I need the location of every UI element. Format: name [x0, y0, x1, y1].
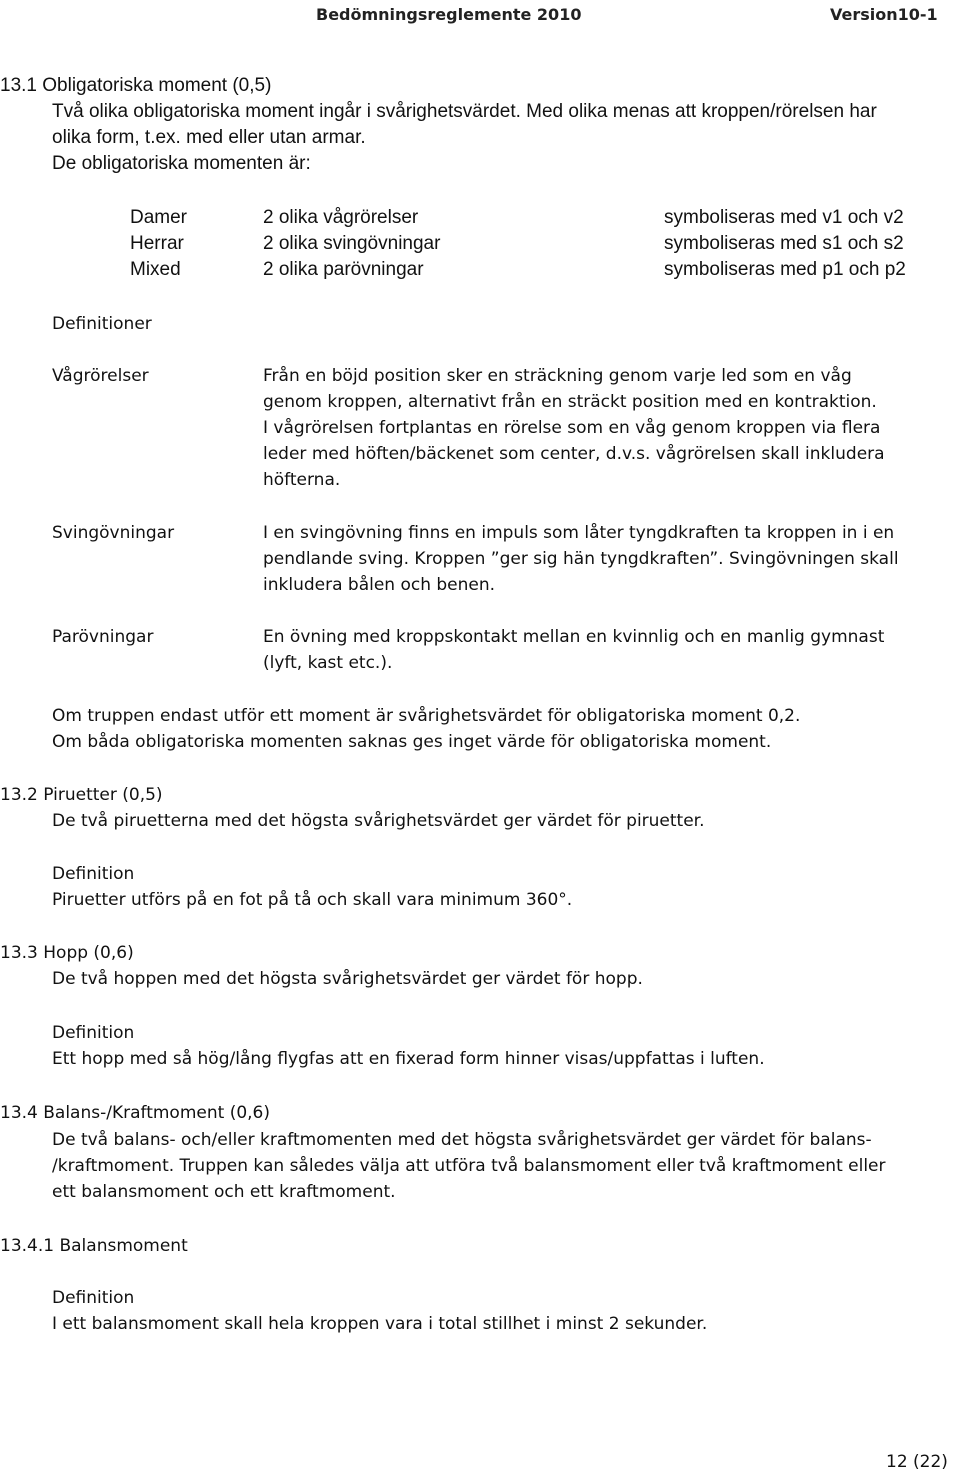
section-13-3-heading: 13.3 Hopp (0,6)	[0, 943, 134, 963]
term-svingovningar: Svingövningar	[52, 523, 175, 543]
category-herrar: Herrar	[130, 233, 184, 254]
definition-line: leder med höften/bäckenet som center, d.v.s. vågrörelsen skall inkludera	[263, 444, 885, 464]
category-damer-symbol: symboliseras med v1 och v2	[664, 207, 904, 228]
category-mixed: Mixed	[130, 259, 181, 280]
section-13-4-line-1: De två balans- och/eller kraftmomenten med det högsta svårighetsvärdet ger värdet för balans-	[52, 1130, 872, 1150]
category-herrar-desc: 2 olika svingövningar	[263, 233, 441, 254]
rule-note-1: Om truppen endast utför ett moment är svårighetsvärdet för obligatoriska moment 0,2.	[52, 706, 801, 726]
category-mixed-symbol: symboliseras med p1 och p2	[664, 259, 906, 280]
section-13-3-definition-label: Definition	[52, 1023, 135, 1043]
definition-line: genom kroppen, alternativt från en sträckt position med en kontraktion.	[263, 392, 877, 412]
definition-line: inkludera bålen och benen.	[263, 575, 496, 595]
section-13-1-line-1: Två olika obligatoriska moment ingår i svårighetsvärdet. Med olika menas att kroppen/rörelsen har	[52, 101, 877, 122]
section-13-1-heading: 13.1 Obligatoriska moment (0,5)	[0, 75, 272, 96]
term-vagrorelser: Vågrörelser	[52, 366, 149, 386]
section-13-2-text: De två piruetterna med det högsta svårighetsvärdet ger värdet för piruetter.	[52, 811, 705, 831]
section-13-4-heading: 13.4 Balans-/Kraftmoment (0,6)	[0, 1103, 270, 1123]
section-13-2-definition-text: Piruetter utförs på en fot på tå och skall vara minimum 360°.	[52, 890, 573, 910]
definition-line: I vågrörelsen fortplantas en rörelse som en våg genom kroppen via flera	[263, 418, 881, 438]
definitions-heading: Definitioner	[52, 314, 152, 334]
category-damer-desc: 2 olika vågrörelser	[263, 207, 419, 228]
category-damer: Damer	[130, 207, 188, 228]
section-13-2-definition-label: Definition	[52, 864, 135, 884]
section-13-3-definition-text: Ett hopp med så hög/lång flygfas att en fixerad form hinner visas/uppfattas i luften.	[52, 1049, 765, 1069]
section-13-4-1-definition-label: Definition	[52, 1288, 135, 1308]
section-13-4-1-definition-text: I ett balansmoment skall hela kroppen vara i total stillhet i minst 2 sekunder.	[52, 1314, 708, 1334]
definition-line: Från en böjd position sker en sträckning genom varje led som en våg	[263, 366, 852, 386]
section-13-1-line-3: De obligatoriska momenten är:	[52, 153, 311, 174]
definition-line: höfterna.	[263, 470, 341, 490]
rule-note-2: Om båda obligatoriska momenten saknas ges inget värde för obligatoriska moment.	[52, 732, 772, 752]
definition-line: I en svingövning finns en impuls som låter tyngdkraften ta kroppen in i en	[263, 523, 895, 543]
definition-line: En övning med kroppskontakt mellan en kvinnlig och en manlig gymnast	[263, 627, 885, 647]
term-parovningar: Parövningar	[52, 627, 154, 647]
definition-line: pendlande sving. Kroppen ”ger sig hän tyngdkraften”. Svingövningen skall	[263, 549, 899, 569]
definition-line: (lyft, kast etc.).	[263, 653, 393, 673]
section-13-3-text: De två hoppen med det högsta svårighetsvärdet ger värdet för hopp.	[52, 969, 643, 989]
section-13-4-1-heading: 13.4.1 Balansmoment	[0, 1236, 188, 1256]
page-number: 12 (22)	[886, 1452, 948, 1472]
section-13-4-line-3: ett balansmoment och ett kraftmoment.	[52, 1182, 396, 1202]
document-version: Version10-1	[830, 5, 938, 24]
section-13-4-line-2: /kraftmoment. Truppen kan således välja att utföra två balansmoment eller två kraftmoment eller	[52, 1156, 886, 1176]
category-mixed-desc: 2 olika parövningar	[263, 259, 424, 280]
category-herrar-symbol: symboliseras med s1 och s2	[664, 233, 904, 254]
section-13-2-heading: 13.2 Piruetter (0,5)	[0, 785, 163, 805]
section-13-1-line-2: olika form, t.ex. med eller utan armar.	[52, 127, 366, 148]
document-title: Bedömningsreglemente 2010	[316, 5, 582, 24]
